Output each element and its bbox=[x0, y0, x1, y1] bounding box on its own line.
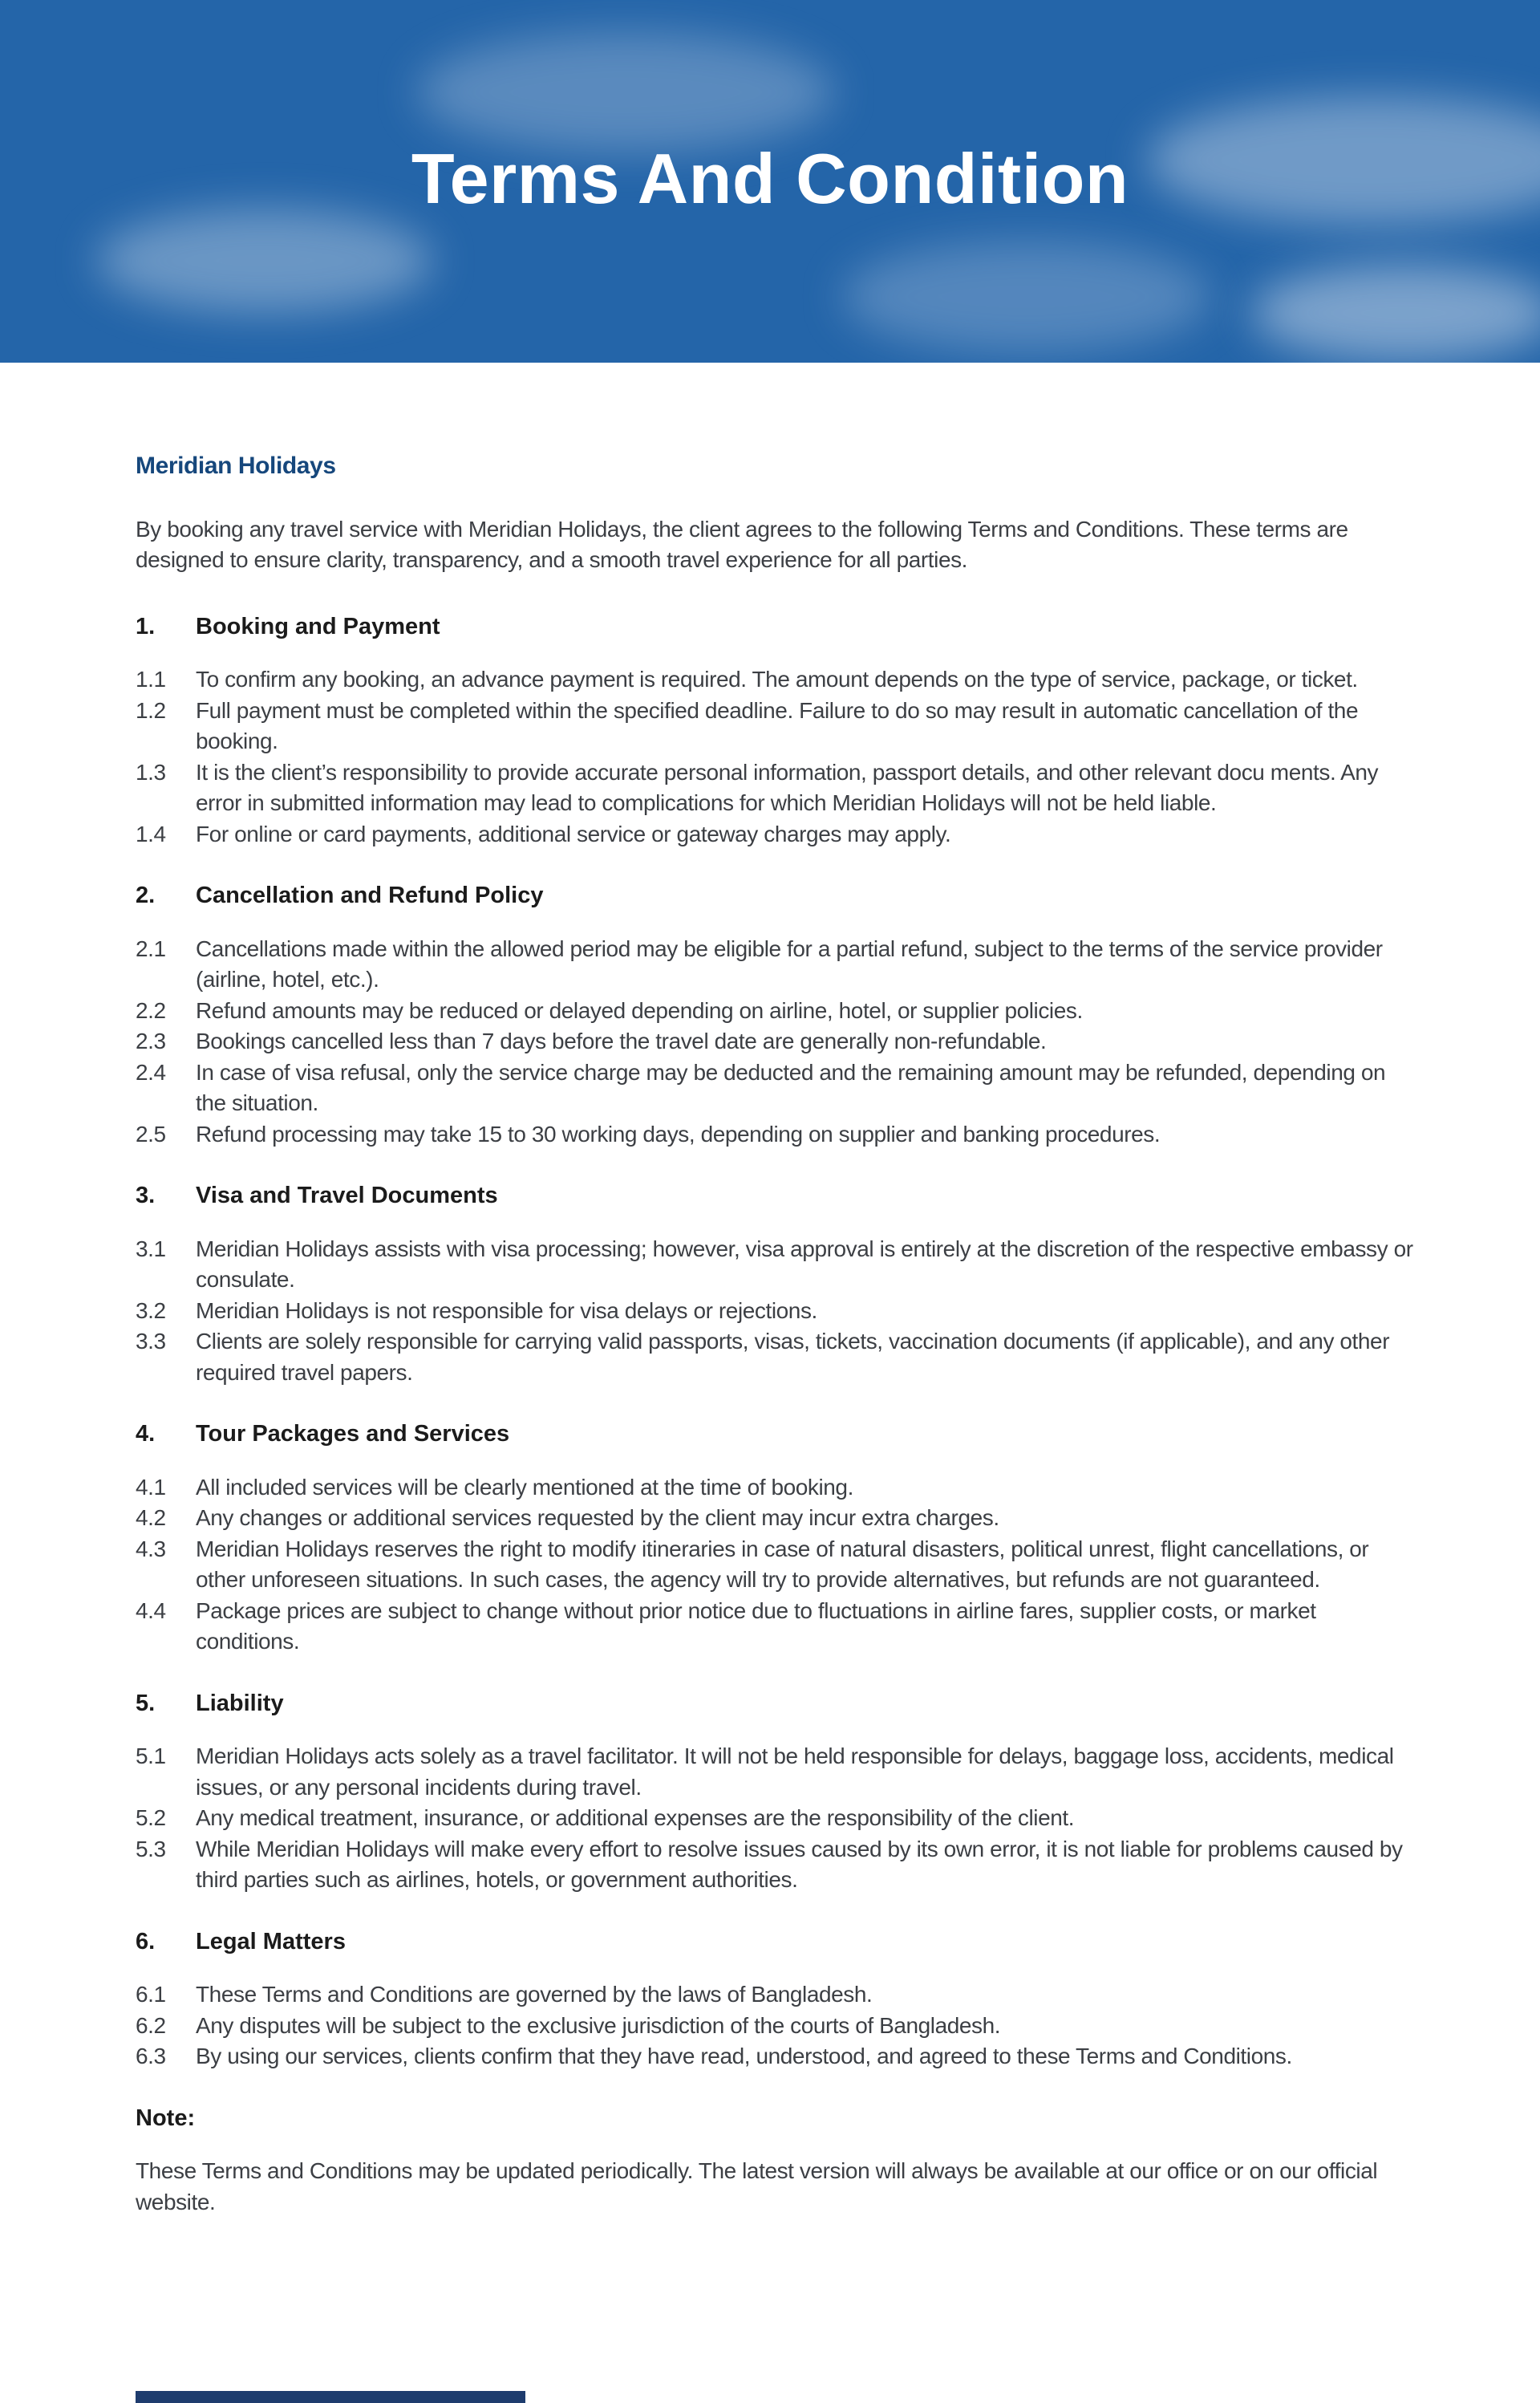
section-title: Booking and Payment bbox=[196, 613, 440, 639]
section-number: 4. bbox=[136, 1421, 156, 1447]
item-text: Meridian Holidays assists with visa processing; however, visa approval is entirely at the discretion of the respective embassy or consulate. bbox=[196, 1236, 1413, 1292]
item-text: Meridian Holidays reserves the right to modify itineraries in case of natural disasters, political unrest, flight cancellations, or other unforeseen situations. In such cases, the agency will try to provide alternatives, but refunds are not guaranteed. bbox=[196, 1536, 1369, 1592]
list-item bbox=[136, 757, 1416, 819]
section-heading bbox=[136, 1926, 1416, 1958]
section-heading bbox=[136, 1688, 1416, 1719]
item-number: 6.1 bbox=[136, 1982, 166, 2007]
item-text: Meridian Holidays acts solely as a travel facilitator. It will not be held responsible for delays, baggage loss, accidents, medical issues, or any personal incidents during travel. bbox=[196, 1743, 1394, 1800]
list-item bbox=[136, 1741, 1416, 1803]
section-number: 6. bbox=[136, 1928, 156, 1954]
item-number: 5.2 bbox=[136, 1805, 166, 1830]
list-item bbox=[136, 1296, 1416, 1327]
item-number: 5.1 bbox=[136, 1743, 166, 1768]
section-title: Visa and Travel Documents bbox=[196, 1183, 498, 1208]
list-item bbox=[136, 2041, 1416, 2072]
list-item bbox=[136, 696, 1416, 757]
list-item bbox=[136, 1234, 1416, 1296]
section-booking-and-payment bbox=[136, 611, 1416, 850]
list-item bbox=[136, 996, 1416, 1027]
note-paragraph: These Terms and Conditions may be updated periodically. The latest version will always be available at our office or on our official website. bbox=[136, 2158, 1378, 2214]
list-item bbox=[136, 819, 1416, 850]
item-number: 3.3 bbox=[136, 1329, 166, 1354]
item-text: For online or card payments, additional service or gateway charges may apply. bbox=[196, 821, 951, 846]
item-number: 2.5 bbox=[136, 1121, 166, 1147]
list-item bbox=[136, 1834, 1416, 1896]
item-number: 4.2 bbox=[136, 1505, 166, 1530]
section-title: Liability bbox=[196, 1690, 284, 1716]
intro-paragraph: By booking any travel service with Meridian Holidays, the client agrees to the following Terms and Conditions. These terms are designed to ensure clarity, transparency, and a smooth travel experience for all parties. bbox=[136, 516, 1348, 572]
list-item bbox=[136, 1326, 1416, 1388]
section-number: 1. bbox=[136, 613, 156, 639]
list-item bbox=[136, 1534, 1416, 1596]
section-tour-packages-and-services bbox=[136, 1419, 1416, 1658]
item-number: 1.3 bbox=[136, 759, 166, 785]
item-text: Refund processing may take 15 to 30 working days, depending on supplier and banking procedures. bbox=[196, 1121, 1161, 1147]
item-text: To confirm any booking, an advance payment is required. The amount depends on the type of service, package, or ticket. bbox=[196, 667, 1358, 692]
section-number: 3. bbox=[136, 1183, 156, 1208]
item-number: 1.1 bbox=[136, 667, 166, 692]
item-text: Refund amounts may be reduced or delayed depending on airline, hotel, or supplier policies. bbox=[196, 997, 1083, 1023]
list-item bbox=[136, 1503, 1416, 1534]
list-item bbox=[136, 1979, 1416, 2011]
terms-content bbox=[136, 363, 1416, 2218]
item-text: Any changes or additional services requested by the client may incur extra charges. bbox=[196, 1505, 999, 1530]
list-item bbox=[136, 1803, 1416, 1834]
item-number: 2.4 bbox=[136, 1059, 166, 1085]
list-item bbox=[136, 1472, 1416, 1504]
item-text: Package prices are subject to change without prior notice due to fluctuations in airline fares, supplier costs, or market conditions. bbox=[196, 1597, 1316, 1654]
section-heading bbox=[136, 611, 1416, 643]
item-text: Meridian Holidays is not responsible for visa delays or rejections. bbox=[196, 1297, 817, 1323]
page-title: Terms And Condition bbox=[411, 139, 1129, 218]
item-number: 4.1 bbox=[136, 1474, 166, 1500]
item-text: Any medical treatment, insurance, or additional expenses are the responsibility of the client. bbox=[196, 1805, 1075, 1830]
item-text: In case of visa refusal, only the service charge may be deducted and the remaining amount may be refunded, depending on the situation. bbox=[196, 1059, 1386, 1115]
section-liability bbox=[136, 1688, 1416, 1896]
item-number: 3.1 bbox=[136, 1236, 166, 1261]
item-text: Full payment must be completed within the specified deadline. Failure to do so may result in automatic cancellation of the booking. bbox=[196, 697, 1359, 753]
section-title: Legal Matters bbox=[196, 1928, 346, 1954]
item-text: All included services will be clearly mentioned at the time of booking. bbox=[196, 1474, 853, 1500]
header-title-container bbox=[0, 0, 1540, 363]
item-number: 4.3 bbox=[136, 1536, 166, 1561]
item-number: 6.2 bbox=[136, 2012, 166, 2038]
list-item bbox=[136, 1596, 1416, 1658]
list-item bbox=[136, 1026, 1416, 1057]
item-number: 2.3 bbox=[136, 1029, 166, 1053]
item-number: 4.4 bbox=[136, 1597, 166, 1623]
item-number: 6.3 bbox=[136, 2044, 166, 2068]
section-heading bbox=[136, 880, 1416, 911]
section-title: Cancellation and Refund Policy bbox=[196, 883, 544, 908]
item-text: By using our services, clients confirm that they have read, understood, and agreed to these Terms and Conditions. bbox=[196, 2044, 1292, 2068]
item-text: Bookings cancelled less than 7 days before the travel date are generally non-refundable. bbox=[196, 1029, 1047, 1053]
list-item bbox=[136, 934, 1416, 996]
item-text: It is the client’s responsibility to provide accurate personal information, passport details, and other relevant docu ments. Any error in submitted information may lead to complications for which Meridian Holidays will not be held liable. bbox=[196, 759, 1379, 815]
list-item bbox=[136, 664, 1416, 696]
section-heading bbox=[136, 1180, 1416, 1212]
item-text: Any disputes will be subject to the exclusive jurisdiction of the courts of Bangladesh. bbox=[196, 2012, 1001, 2038]
section-number: 5. bbox=[136, 1690, 156, 1716]
item-text: Cancellations made within the allowed period may be eligible for a partial refund, subject to the terms of the service provider (airline, hotel, etc.). bbox=[196, 936, 1383, 992]
item-number: 1.4 bbox=[136, 821, 166, 846]
note-label: Note: bbox=[136, 2105, 196, 2131]
item-text: Clients are solely responsible for carrying valid passports, visas, tickets, vaccination documents (if applicable), and any other required travel papers. bbox=[196, 1329, 1390, 1385]
brand-heading: Meridian Holidays bbox=[136, 453, 336, 479]
section-cancellation-and-refund-policy bbox=[136, 880, 1416, 1150]
item-number: 3.2 bbox=[136, 1297, 166, 1323]
section-heading bbox=[136, 1419, 1416, 1450]
item-text: These Terms and Conditions are governed by the laws of Bangladesh. bbox=[196, 1982, 873, 2007]
item-number: 2.1 bbox=[136, 936, 166, 961]
list-item bbox=[136, 2011, 1416, 2042]
item-number: 2.2 bbox=[136, 997, 166, 1023]
section-title: Tour Packages and Services bbox=[196, 1421, 510, 1447]
item-text: While Meridian Holidays will make every effort to resolve issues caused by its own error, it is not liable for problems caused by third parties such as airlines, hotels, or government authorities. bbox=[196, 1836, 1403, 1892]
item-number: 1.2 bbox=[136, 697, 166, 723]
item-number: 5.3 bbox=[136, 1836, 166, 1861]
section-visa-and-travel-documents bbox=[136, 1180, 1416, 1388]
list-item bbox=[136, 1119, 1416, 1151]
section-legal-matters bbox=[136, 1926, 1416, 2072]
section-number: 2. bbox=[136, 883, 156, 908]
header-sky-banner bbox=[0, 0, 1540, 363]
list-item bbox=[136, 1057, 1416, 1119]
footer-accent-bar bbox=[136, 2391, 525, 2403]
